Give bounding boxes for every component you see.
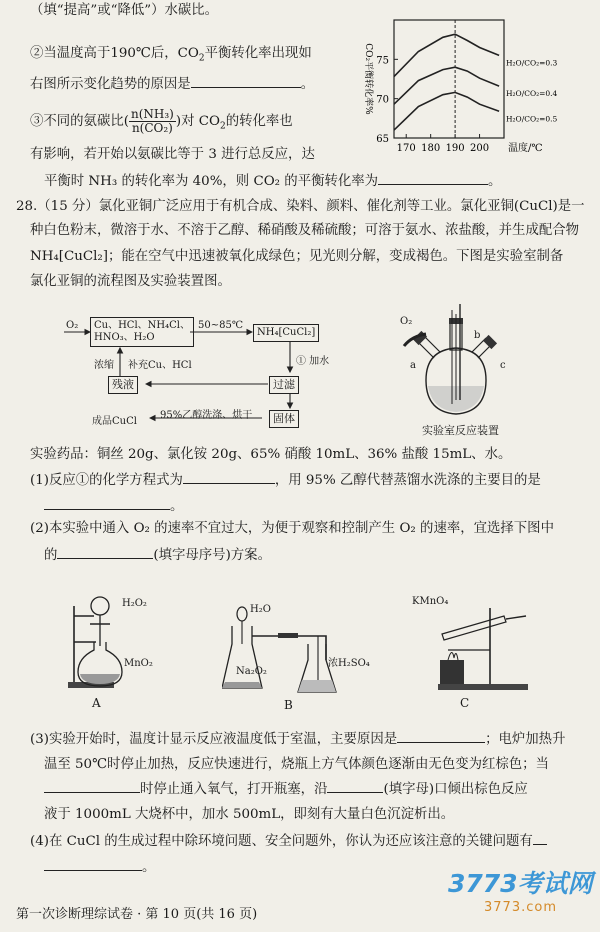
answer-blank[interactable] [327, 780, 383, 793]
q28-line-2: 种白色粉末，微溶于水、不溶于乙醇、稀硝酸及稀硫酸；可溶于氨水、浓盐酸，并生成配合物 [30, 223, 580, 238]
na2o2-label: Na₂O₂ [236, 666, 267, 677]
option-b-label: B [284, 698, 293, 712]
q28-line-3: NH₄[CuCl₂]；能在空气中迅速被氧化成绿色；见光则分解，变成褐色。下图是实验室制备 [30, 249, 564, 264]
flow-o2-label: O₂ [66, 320, 79, 331]
series-label-1: H₂O/CO₂=0.4 [506, 89, 558, 99]
x-tick-label: 180 [421, 143, 441, 154]
answer-blank[interactable] [44, 858, 142, 871]
option-b-apparatus [222, 600, 382, 712]
answer-blank[interactable] [397, 730, 485, 743]
supplement-label: 补充Cu、HCl [128, 360, 192, 371]
part3-line-1: (3)实验开始时，温度计显示反应液温度低于室温，主要原因是 ；电炉加热升 [30, 732, 566, 747]
answer-blank[interactable] [183, 471, 275, 484]
option-a-apparatus [60, 586, 170, 711]
line-6: 平衡时 NH₃ 的转化率为 40%，则 CO₂ 的平衡转化率为 。 [44, 174, 502, 189]
x-axis-label: 温度/℃ [508, 143, 543, 154]
reagents-line: 实验药品：铜丝 20g、氯化铵 20g、65% 硝酸 10mL、36% 盐酸 15mL、水。 [30, 447, 512, 462]
line-1: （填“提高”或“降低”）水碳比。 [30, 3, 219, 18]
h2o2-label: H₂O₂ [122, 598, 147, 609]
answer-blank[interactable] [44, 780, 140, 793]
reactants-box: Cu、HCl、NH₄Cl、 HNO₃、H₂O [90, 317, 194, 347]
waste-liquid-box: 残液 [108, 376, 138, 394]
q28-line-1: 28.（15 分）氯化亚铜广泛应用于有机合成、染料、颜料、催化剂等工业。氯化亚铜(CuCl)是一 [16, 199, 585, 214]
y-tick-label: 70 [376, 94, 389, 106]
heated-tube-drawing [408, 590, 538, 712]
apparatus-o2-label: O₂ [400, 316, 413, 327]
option-c-apparatus [408, 590, 538, 712]
concentrate-label: 浓缩 [94, 360, 114, 371]
part2-line-2: 的 (填字母序号)方案。 [44, 548, 271, 563]
q28-line-4: 氯化亚铜的流程图及实验装置图。 [30, 274, 231, 289]
port-c-label: c [500, 360, 506, 371]
watermark-url: 3773.com [484, 900, 557, 915]
part4-line-2: 。 [44, 858, 155, 877]
x-tick-label: 200 [470, 143, 490, 154]
answer-blank[interactable] [533, 832, 547, 845]
reaction-apparatus [396, 300, 516, 440]
y-axis-label: CO₂平衡转化率% [363, 43, 373, 115]
port-b-label: b [474, 330, 481, 341]
part1-line-1: (1)反应①的化学方程式为 ，用 95% 乙醇代替蒸馏水洗涤的主要目的是 [30, 473, 541, 488]
option-a-label: A [92, 696, 101, 710]
part3-line-3: 时停止通入氧气，打开瓶塞，沿 (填字母)口倾出棕色反应 [44, 780, 528, 799]
part4-line-1: (4)在 CuCl 的生成过程中除环境问题、安全问题外，你认为还应该注意的关键问题有 [30, 832, 547, 851]
part2-line-1: (2)本实验中通入 O₂ 的速率不宜过大，为便于观察和控制产生 O₂ 的速率，宜选择下图中 [30, 521, 554, 536]
series-line-0 [394, 34, 499, 76]
series-label-0: H₂O/CO₂=0.3 [506, 58, 558, 68]
flow-chart [0, 300, 380, 440]
option-c-label: C [460, 696, 470, 710]
answer-blank[interactable] [191, 75, 301, 88]
line-4: ③不同的氨碳比( $\frac{\text{n(NH₃)}}{\text{n(CO₂)}}$ )对 $CO_2$的转化率也 [30, 107, 293, 135]
add-water-label: ① 加水 [296, 356, 330, 367]
series-line-2 [394, 92, 499, 130]
answer-blank[interactable] [44, 497, 170, 510]
x-tick-label: 170 [396, 143, 416, 154]
ammonia-ratio-fraction: $\frac{\text{n(NH₃)}}{\text{n(CO₂)}}$ [130, 107, 174, 135]
solid-box: 固体 [269, 410, 299, 428]
line-2: ②当温度高于190℃后，$CO_2$平衡转化率出现如 [30, 46, 312, 64]
mno2-label: MnO₂ [124, 658, 153, 669]
series-line-1 [394, 67, 499, 104]
product-label: 成品CuCl [92, 416, 137, 427]
page-footer: 第一次诊断理综试卷 · 第 10 页(共 16 页) [16, 907, 258, 922]
water-label: H₂O [250, 604, 271, 615]
port-a-label: a [410, 360, 416, 371]
watermark-logo: 3773考试网 [448, 869, 593, 898]
filter-box: 过滤 [269, 376, 299, 394]
answer-blank[interactable] [378, 172, 488, 185]
apparatus-caption: 实验室反应装置 [422, 424, 499, 437]
y-tick-label: 75 [376, 55, 389, 67]
y-tick-label: 65 [376, 134, 389, 145]
conc-h2so4-label: 浓H₂SO₄ [328, 658, 370, 669]
part3-line-2: 温至 50℃时停止加热，反应快速进行，烧瓶上方气体颜色逐渐由无色变为红棕色；当 [44, 757, 549, 772]
part3-line-4: 液于 1000mL 大烧杯中，加水 500mL，即刻有大量白色沉淀析出。 [44, 807, 455, 822]
kmno4-label: KMnO₄ [412, 596, 449, 607]
temperature-label: 50~85℃ [198, 320, 244, 331]
line-3: 右图所示变化趋势的原因是 。 [30, 77, 315, 92]
wash-dry-label: 95%乙醇洗涤、烘干 [160, 410, 253, 421]
x-tick-label: 190 [445, 143, 465, 154]
answer-blank[interactable] [57, 546, 153, 559]
complex-box: NH₄[CuCl₂] [253, 324, 319, 342]
separatory-funnel-drawing [60, 586, 170, 711]
plot-frame [394, 20, 504, 138]
series-label-2: H₂O/CO₂=0.5 [506, 114, 558, 124]
co2-conversion-chart [356, 12, 592, 162]
line-5: 有影响，若开始以氨碳比等于 3 进行总反应，达 [30, 147, 315, 162]
part1-line-2: 。 [44, 497, 183, 516]
